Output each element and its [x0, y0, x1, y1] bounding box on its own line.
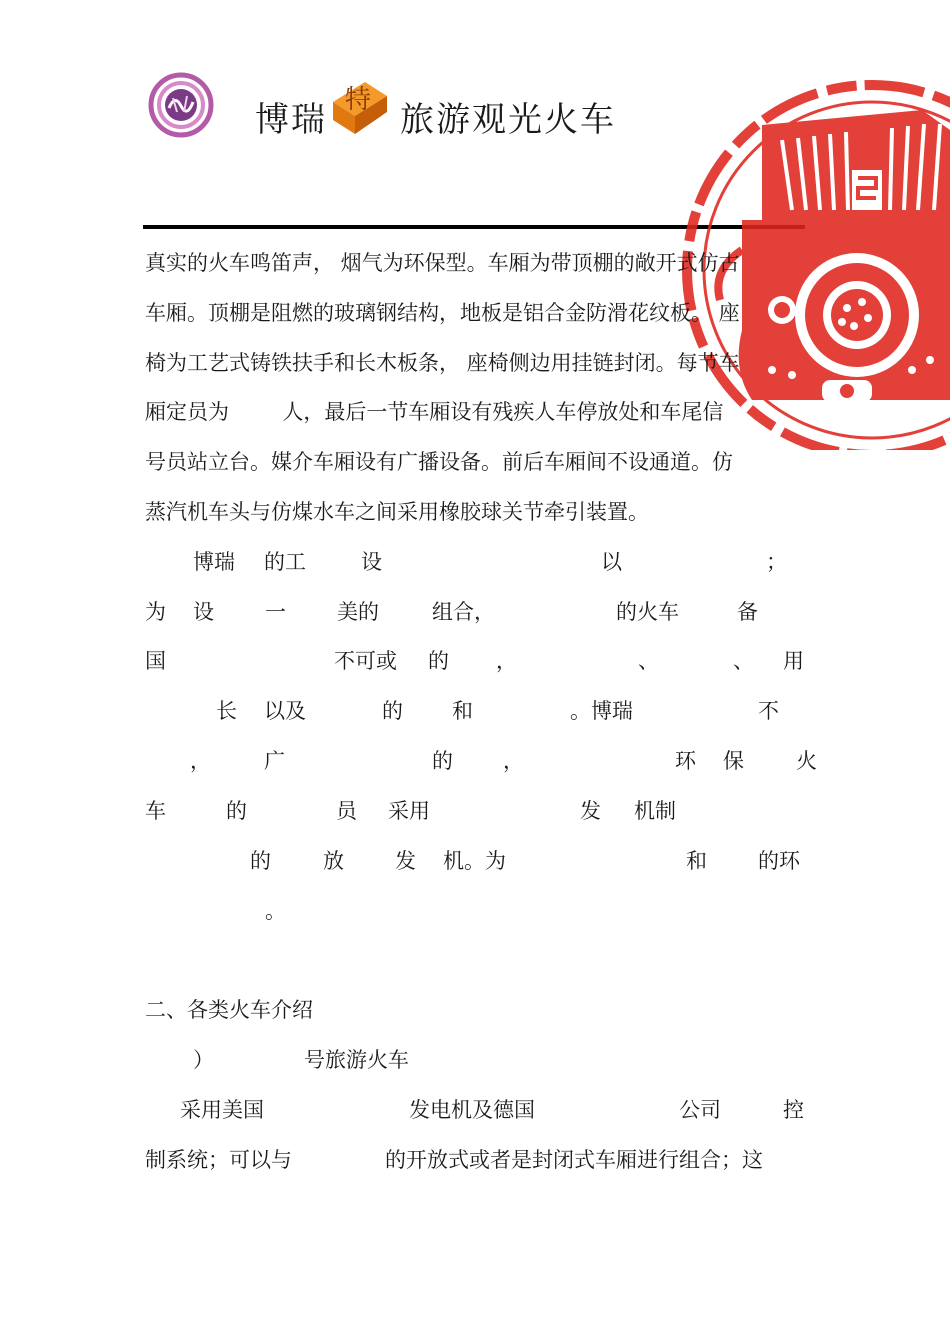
- text-fragment: 不: [758, 699, 779, 723]
- text-fragment: 公司: [679, 1098, 721, 1122]
- text-fragment: 国: [145, 649, 166, 673]
- text-fragment: 的开放式或者是封闭式车厢进行组合；这: [385, 1148, 763, 1172]
- text-fragment: 。博瑞: [570, 699, 633, 723]
- text-fragment: 和: [686, 849, 707, 873]
- text-fragment: 、: [733, 649, 754, 673]
- text-fragment: 放: [323, 849, 344, 873]
- text-fragment: 的: [382, 699, 403, 723]
- text-fragment: ，: [503, 749, 524, 773]
- text-fragment: 发: [395, 849, 416, 873]
- text-fragment: ；: [766, 550, 787, 574]
- text-fragment: 博瑞: [193, 550, 235, 574]
- body-line-5: 号员站立台。媒介车厢设有广播设备。前后车厢间不设通道。仿: [145, 450, 733, 474]
- text-fragment: 保: [723, 749, 744, 773]
- text-fragment: 环: [675, 749, 696, 773]
- text-fragment: 员: [336, 799, 357, 823]
- text-fragment: 不可或: [334, 649, 397, 673]
- text-fragment: 机制: [634, 799, 676, 823]
- text-fragment: 为: [145, 600, 166, 624]
- text-fragment: 的: [250, 849, 271, 873]
- text-fragment: ，: [496, 649, 517, 673]
- text-fragment: 以及: [264, 699, 306, 723]
- text-fragment: 火: [796, 749, 817, 773]
- text-fragment: 设: [361, 550, 382, 574]
- section-heading: 二、各类火车介绍: [145, 998, 313, 1022]
- text-fragment: 一: [265, 600, 286, 624]
- body-line-6: 蒸汽机车头与仿煤水车之间采用橡胶球关节牵引装置。: [145, 500, 649, 524]
- text-fragment: ，: [190, 749, 211, 773]
- text-fragment: 美的: [337, 600, 379, 624]
- text-fragment: 的工: [264, 550, 306, 574]
- body-line-4: 厢定员为 人，最后一节车厢设有残疾人车停放处和车尾信: [145, 400, 724, 424]
- text-fragment: 用: [783, 649, 804, 673]
- text-fragment: 以: [601, 550, 622, 574]
- text-fragment: 广: [264, 749, 285, 773]
- text-fragment: 备: [737, 600, 758, 624]
- text-fragment: 采用: [388, 799, 430, 823]
- text-fragment: 控: [783, 1098, 804, 1122]
- text-fragment: 长: [216, 699, 237, 723]
- brand-title-left: 博瑞: [255, 100, 327, 140]
- text-fragment: 发电机及德国: [409, 1098, 535, 1122]
- text-fragment: 、: [638, 649, 659, 673]
- text-fragment: 设: [193, 600, 214, 624]
- subheading: 号旅游火车: [304, 1048, 409, 1072]
- text-fragment: 的环: [758, 849, 800, 873]
- text-fragment: 组合，: [432, 600, 495, 624]
- text-fragment: 。: [265, 899, 286, 923]
- text-fragment: 的火车: [616, 600, 679, 624]
- body-line-1: 真实的火车鸣笛声， 烟气为环保型。车厢为带顶棚的敞开式仿古: [145, 251, 740, 275]
- subheading-paren: ）: [193, 1048, 214, 1072]
- body-line-2: 车厢。顶棚是阻燃的玻璃钢结构，地板是铝合金防滑花纹板。 座: [145, 301, 740, 325]
- body-line-3: 椅为工艺式铸铁扶手和长木板条， 座椅侧边用挂链封闭。每节车: [145, 351, 740, 375]
- text-fragment: 和: [452, 699, 473, 723]
- text-fragment: 的: [432, 749, 453, 773]
- text-fragment: 机。为: [443, 849, 506, 873]
- brand-title-right: 旅游观光火车: [400, 100, 616, 140]
- brand-character-graphic: [325, 72, 395, 142]
- brand-mid-char: 特: [345, 85, 372, 115]
- company-logo-icon: [143, 70, 219, 140]
- text-fragment: 的: [428, 649, 449, 673]
- text-fragment: 车: [145, 799, 166, 823]
- text-fragment: 发: [580, 799, 601, 823]
- text-fragment: 制系统；可以与: [145, 1148, 292, 1172]
- text-fragment: 的: [226, 799, 247, 823]
- text-fragment: 采用美国: [180, 1098, 264, 1122]
